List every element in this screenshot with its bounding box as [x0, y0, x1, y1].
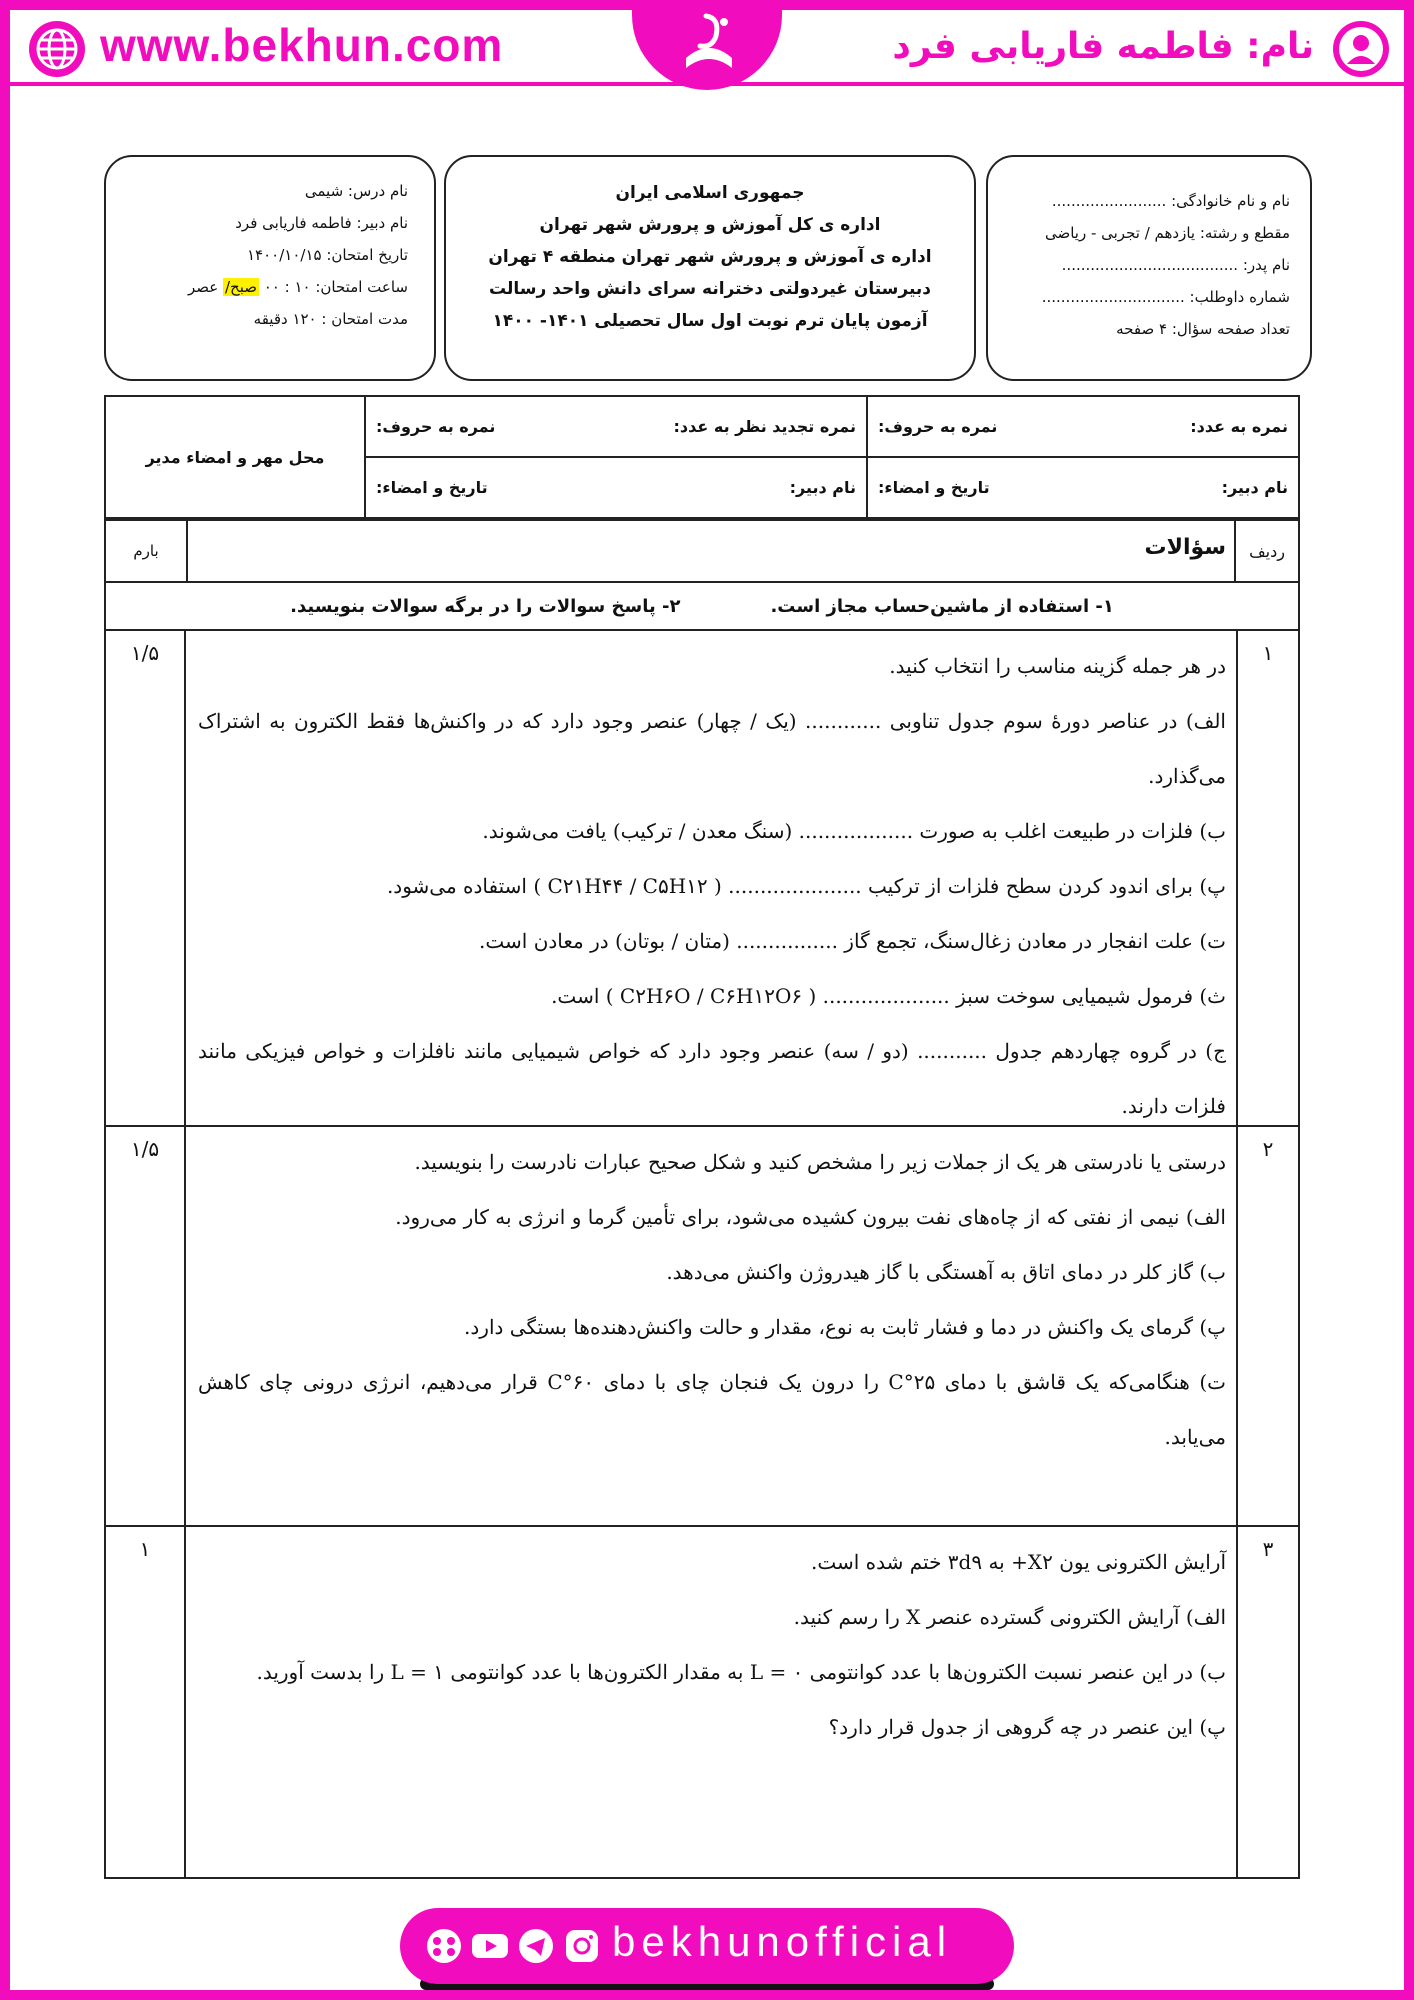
teacher-name: نام دبیر: فاطمه فاریابی فرد — [235, 214, 408, 232]
questions-title: سؤالات — [1144, 535, 1226, 560]
score-cell[interactable] — [867, 396, 1299, 457]
school-info-box — [444, 155, 976, 381]
review-teacher-label: نام دبیر: — [789, 478, 856, 497]
instagram-icon[interactable] — [562, 1926, 602, 1966]
instruction-2: ۲- پاسخ سوالات را در برگه سوالات بنویسید. — [290, 595, 681, 617]
youtube-icon[interactable] — [470, 1926, 510, 1966]
question-row — [106, 1527, 1298, 1877]
exam-time-highlight: صبح/ — [224, 278, 257, 296]
instructions-row — [106, 583, 1298, 631]
grades-table — [104, 395, 1300, 519]
questions-table — [104, 519, 1300, 1879]
row-number-header: ردیف — [1234, 521, 1298, 581]
exam-date: تاریخ امتحان: ۱۴۰۰/۱۰/۱۵ — [247, 246, 408, 264]
review-score-cell[interactable] — [365, 396, 867, 457]
question-body — [198, 1535, 1226, 1755]
page-count: تعداد صفحه سؤال: ۴ صفحه — [1116, 320, 1290, 338]
score-letters-label: نمره به حروف: — [878, 417, 998, 436]
question-item: پ) برای اندود کردن سطح فلزات از ترکیب ..................... ( C۲۱H۴۴ / C۵H۱۲ ) استفاده می‌شود. — [386, 874, 1226, 898]
exam-info-box — [104, 155, 436, 381]
teacher-sign-cell[interactable] — [867, 457, 1299, 518]
republic-title: جمهوری اسلامی ایران — [615, 183, 805, 203]
questions-header — [106, 521, 1298, 583]
exam-time-value: ساعت امتحان: ۱۰ : ۰۰ — [263, 278, 408, 296]
review-sign-cell[interactable] — [365, 457, 867, 518]
teacher-name-label: نام دبیر: — [1221, 478, 1288, 497]
question-prompt: درستی یا نادرستی هر یک از جملات زیر را مشخص کنید و شکل صحیح عبارات نادرست را بنویسید. — [414, 1150, 1226, 1174]
question-row — [106, 1127, 1298, 1527]
student-info-box — [986, 155, 1312, 381]
father-name-field[interactable]: نام پدر: ..................................... — [1061, 256, 1290, 274]
course-name: نام درس: شیمی — [304, 182, 408, 200]
question-score: ۱/۵ — [106, 631, 186, 1125]
question-body — [198, 639, 1226, 1134]
date-sign-label: تاریخ و امضاء: — [878, 478, 990, 497]
question-item: ت) علت انفجار در معادن زغال‌سنگ، تجمع گاز ................ (متان / بوتان) در معادن است. — [479, 929, 1226, 953]
instruction-1: ۱- استفاده از ماشین‌حساب مجاز است. — [770, 595, 1114, 617]
telegram-icon[interactable] — [516, 1926, 556, 1966]
question-score: ۱/۵ — [106, 1127, 186, 1525]
question-number: ۳ — [1236, 1527, 1298, 1877]
question-item: پ) این عنصر در چه گروهی از جدول قرار دارد؟ — [828, 1715, 1226, 1739]
question-item: الف) در عناصر دورهٔ سوم جدول تناوبی ............ (یک / چهار) عنصر وجود دارد که در واکنش‌ها فقط الکترون به اشتراک می‌گذارد. — [198, 709, 1226, 788]
review-date-sign-label: تاریخ و امضاء: — [376, 478, 488, 497]
review-number-label: نمره تجدید نظر به عدد: — [673, 417, 856, 436]
question-prompt: در هر جمله گزینه مناسب را انتخاب کنید. — [889, 654, 1226, 678]
score-number-label: نمره به عدد: — [1190, 417, 1288, 436]
question-item: ب) گاز کلر در دمای اتاق به آهستگی با گاز هیدروژن واکنش می‌دهد. — [666, 1260, 1226, 1284]
question-number: ۲ — [1236, 1127, 1298, 1525]
principal-stamp-label: محل مهر و امضاء مدیر — [145, 447, 325, 467]
question-item: ث) فرمول شیمیایی سوخت سبز .................... ( C۲H۶O / C۶H۱۲O۶ ) است. — [551, 984, 1226, 1008]
social-handle[interactable]: bekhunofficial — [612, 1918, 953, 1965]
question-item: الف) نیمی از نفتی که از چاه‌های نفت بیرون کشیده می‌شود، برای تأمین گرما و انرژی به کار می‌رود. — [395, 1205, 1226, 1229]
question-item: پ) گرمای یک واکنش در دما و فشار ثابت به نوع، مقدار و حالت واکنش‌دهنده‌ها بستگی دارد. — [464, 1315, 1226, 1339]
candidate-number-field[interactable]: شماره داوطلب: .............................. — [1041, 288, 1290, 306]
principal-stamp-cell — [105, 396, 365, 518]
exam-time-tail: عصر — [187, 278, 223, 296]
student-name-label: نام: فاطمه فاریابی فرد — [892, 26, 1314, 67]
question-item: ب) فلزات در طبیعت اغلب به صورت .................. (سنگ معدن / ترکیب) یافت می‌شوند. — [482, 819, 1226, 843]
student-fullname-field[interactable]: نام و نام خانوادگی: ........................ — [1051, 192, 1290, 210]
site-url[interactable]: www.bekhun.com — [100, 19, 504, 71]
question-item: الف) آرایش الکترونی گسترده عنصر X را رسم کنید. — [793, 1605, 1226, 1629]
question-item: ب) در این عنصر نسبت الکترون‌ها با عدد کوانتومی L = ۰ به مقدار الکترون‌ها با عدد کوانتومی L = ۱ را بدست آورید. — [256, 1660, 1226, 1684]
score-header: بارم — [106, 521, 188, 581]
school-title: دبیرستان غیردولتی دخترانه سرای دانش واحد رسالت — [488, 279, 932, 299]
exam-duration: مدت امتحان : ۱۲۰ دقیقه — [253, 310, 408, 328]
aparat-icon[interactable] — [424, 1926, 464, 1966]
question-item: ت) هنگامی‌که یک قاشق با دمای ۲۵°C را درون یک فنجان چای با دمای ۶۰°C قرار می‌دهیم، انرژی درونی چای کاهش می‌یابد. — [198, 1370, 1226, 1449]
review-letters-label: نمره به حروف: — [376, 417, 496, 436]
question-item: ج) در گروه چهاردهم جدول ........... (دو / سه) عنصر وجود دارد که خواص شیمیایی مانند نافلزات و خواص فیزیکی مانند فلزات دارند. — [198, 1039, 1226, 1118]
question-prompt: آرایش الکترونی یون X۲+ به ۳d۹ ختم شده است. — [810, 1550, 1226, 1574]
dept-title: اداره ی کل آموزش و پرورش شهر تهران — [539, 215, 881, 235]
question-row — [106, 631, 1298, 1127]
exam-time — [188, 271, 408, 303]
grade-field: مقطع و رشته: یازدهم / تجربی - ریاضی — [1044, 224, 1290, 242]
district-title: اداره ی آموزش و پرورش شهر تهران منطقه ۴ تهران — [488, 247, 932, 267]
question-number: ۱ — [1236, 631, 1298, 1125]
question-body — [198, 1135, 1226, 1465]
exam-title: آزمون پایان ترم نوبت اول سال تحصیلی ۱۴۰۱- ۱۴۰۰ — [492, 311, 928, 331]
question-score: ۱ — [106, 1527, 186, 1877]
